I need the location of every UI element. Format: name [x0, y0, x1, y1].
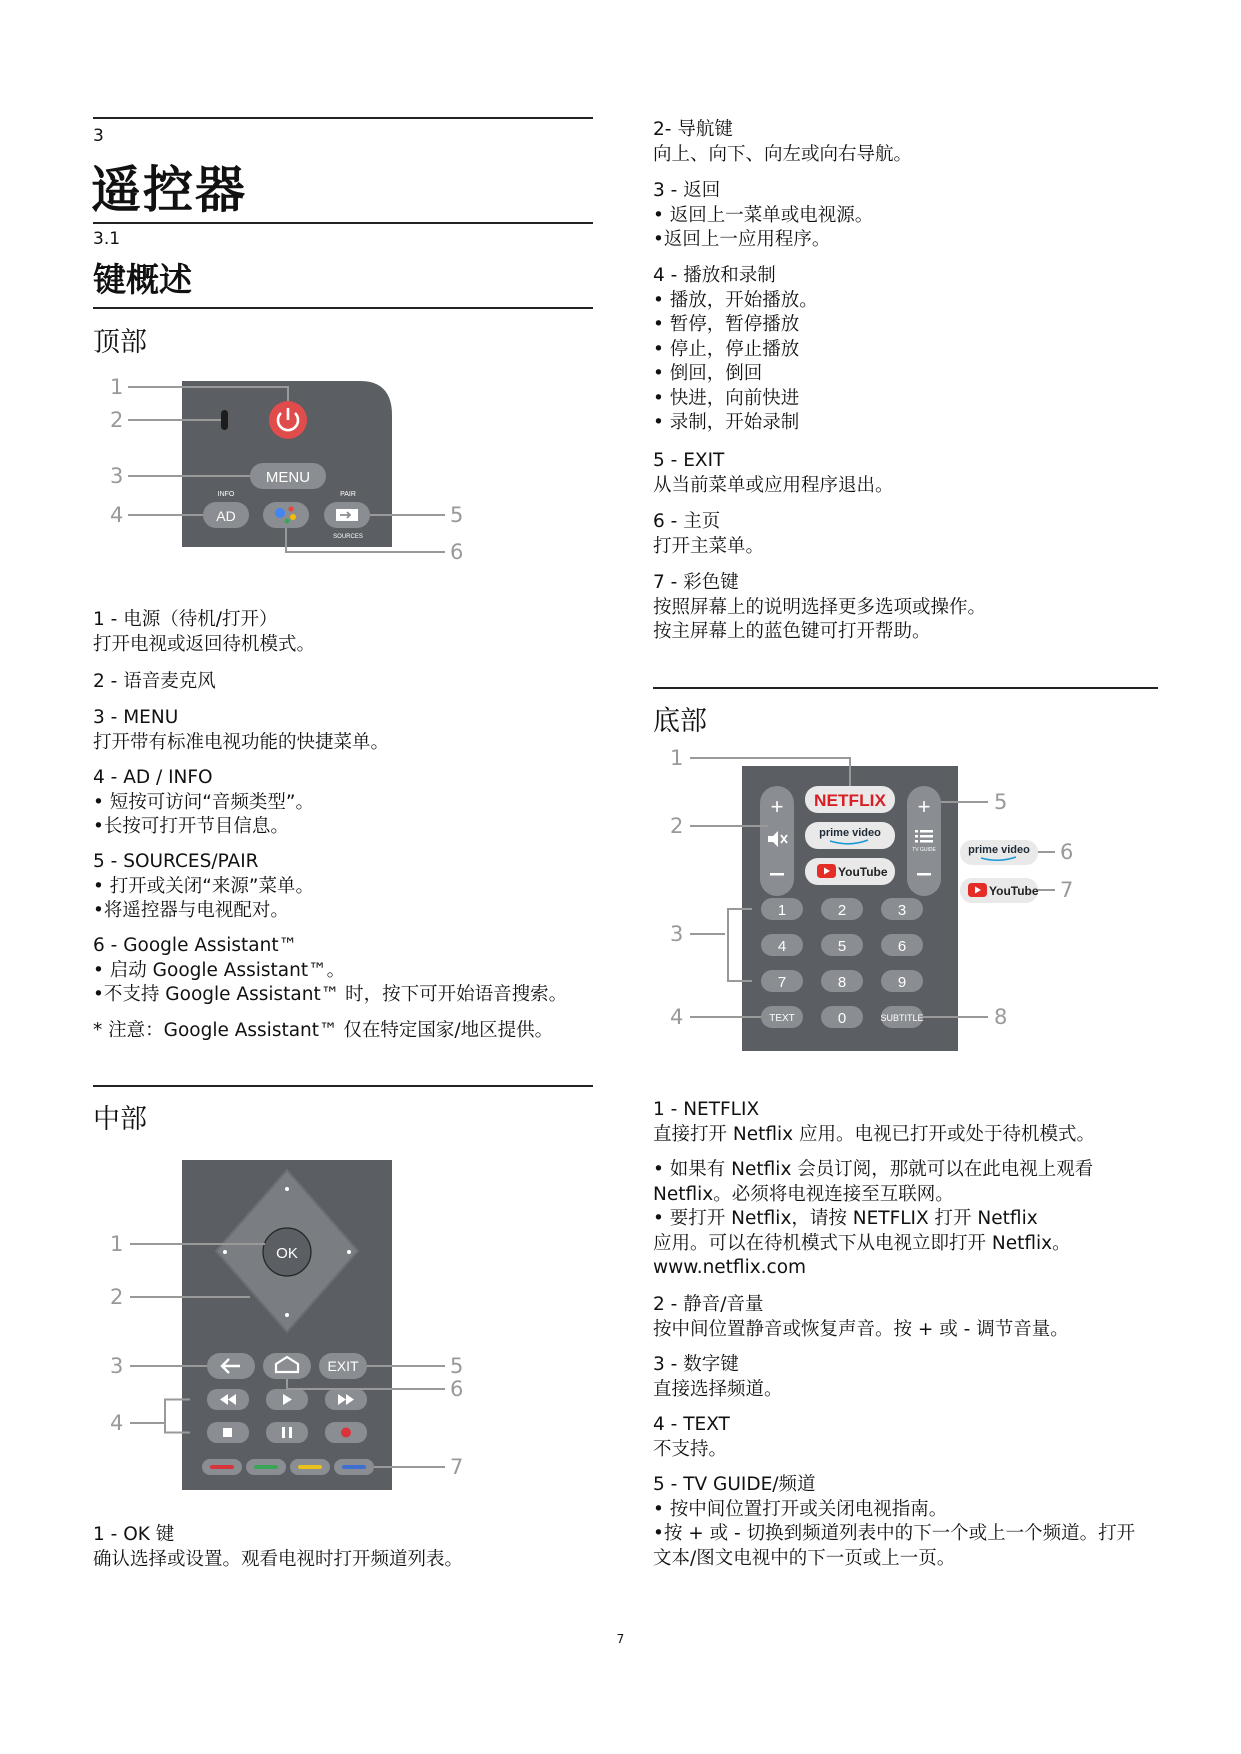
top-item-3-title: 3 - MENU — [93, 707, 179, 728]
middle-item-4-line-3: • 停止，停止播放 — [653, 338, 800, 360]
tv-guide-label: TV GUIDE — [912, 847, 936, 853]
callout-1: 1 — [110, 1232, 124, 1256]
middle-item-6-title: 6 - 主页 — [653, 511, 721, 532]
ad-label: AD — [216, 508, 236, 524]
callout-3: 3 — [670, 922, 684, 946]
bottom-item-1-detail-1: • 如果有 Netflix 会员订阅，那就可以在此电视上观看 — [653, 1159, 1094, 1180]
top-item-4 — [93, 766, 314, 840]
callout-7: 7 — [450, 1455, 464, 1479]
middle-heading: 中部 — [93, 1104, 147, 1135]
callout-2: 2 — [110, 408, 124, 432]
chapter-rule-bottom — [93, 222, 593, 224]
callout-5: 5 — [994, 790, 1008, 814]
sources-label: SOURCES — [333, 534, 363, 540]
digit-4: 4 — [777, 938, 787, 955]
top-item-6 — [93, 934, 567, 1008]
callout-6: 6 — [450, 1377, 464, 1401]
bottom-item-1 — [653, 1098, 1095, 1147]
middle-remote-figure — [110, 1160, 490, 1500]
bottom-item-2-title: 2 - 静音/音量 — [653, 1294, 764, 1315]
svg-text:+: + — [917, 794, 931, 819]
callout-4: 4 — [110, 1411, 124, 1435]
top-item-6-line-2: •不支持 Google Assistant™ 时，按下可开始语音搜索。 — [93, 984, 568, 1005]
callout-1: 1 — [670, 748, 684, 770]
callout-6: 6 — [1060, 840, 1074, 864]
bottom-heading: 底部 — [653, 706, 707, 737]
middle-item-1-line-1: 确认选择或设置。观看电视时打开频道列表。 — [93, 1548, 464, 1570]
bottom-item-4-line-1: 不支持。 — [653, 1438, 728, 1460]
digit-6: 6 — [897, 938, 907, 955]
middle-item-6 — [653, 510, 764, 559]
top-item-4-line-2: •长按可打开节目信息。 — [93, 816, 289, 837]
bottom-item-1-line-1: 直接打开 Netflix 应用。电视已打开或处于待机模式。 — [653, 1123, 1095, 1145]
youtube-logo: YouTube — [838, 865, 888, 879]
bottom-item-1-detail-4: 应用。可以在待机模式下从电视立即打开 Netflix。 — [653, 1232, 1071, 1254]
tv-guide-icon — [915, 830, 933, 843]
middle-item-1 — [93, 1523, 463, 1572]
middle-item-4-line-1: • 播放，开始播放。 — [653, 289, 818, 311]
chapter-title: 遥控器 — [91, 161, 247, 219]
top-note: * 注意：Google Assistant™ 仅在特定国家/地区提供。 — [93, 1020, 554, 1041]
middle-item-7-line-2: 按主屏幕上的蓝色键可打开帮助。 — [653, 621, 931, 642]
middle-item-2 — [653, 118, 912, 167]
ok-label: OK — [276, 1245, 298, 1262]
callout-4: 4 — [670, 1005, 684, 1029]
bottom-item-2-line-1: 按中间位置静音或恢复声音。按 + 或 - 调节音量。 — [653, 1318, 1069, 1340]
bottom-item-3-title: 3 - 数字键 — [653, 1354, 739, 1375]
callout-2: 2 — [110, 1285, 124, 1309]
middle-item-4-title: 4 - 播放和录制 — [653, 265, 776, 286]
top-item-3 — [93, 706, 389, 755]
bottom-item-2 — [653, 1293, 1069, 1342]
callout-8: 8 — [994, 1005, 1008, 1029]
top-item-6-title: 6 - Google Assistant™ — [93, 935, 298, 956]
top-heading: 顶部 — [93, 327, 147, 358]
digit-2: 2 — [837, 902, 847, 919]
digit-7: 7 — [777, 974, 787, 991]
bottom-item-3-line-1: 直接选择频道。 — [653, 1378, 783, 1400]
middle-item-7-title: 7 - 彩色键 — [653, 572, 739, 593]
digit-1: 1 — [777, 902, 787, 919]
chapter-number: 3 — [93, 126, 104, 146]
bottom-item-4-title: 4 - TEXT — [653, 1414, 730, 1435]
bottom-item-4 — [653, 1413, 730, 1462]
top-item-1-line-1: 打开电视或返回待机模式。 — [93, 633, 316, 655]
middle-item-7-line-1: 按照屏幕上的说明选择更多选项或操作。 — [653, 596, 987, 618]
subtitle-label: SUBTITLE — [880, 1013, 924, 1023]
digit-9: 9 — [897, 974, 907, 991]
callout-4: 4 — [110, 503, 124, 527]
middle-rule — [93, 1085, 593, 1087]
bottom-item-1-detail-2: Netflix。必须将电视连接至互联网。 — [653, 1183, 954, 1205]
bottom-item-5 — [653, 1473, 1135, 1571]
pair-label: PAIR — [340, 491, 356, 498]
bottom-item-5-title: 5 - TV GUIDE/频道 — [653, 1474, 816, 1495]
bottom-rule — [653, 687, 1158, 689]
middle-item-5-line-1: 从当前菜单或应用程序退出。 — [653, 474, 894, 496]
callout-5: 5 — [450, 503, 464, 527]
bottom-item-5-line-3: 文本/图文电视中的下一页或上一页。 — [653, 1547, 956, 1569]
middle-item-3-line-2: •返回上一应用程序。 — [653, 229, 831, 250]
yellow-key — [298, 1465, 322, 1469]
red-key — [210, 1465, 234, 1469]
middle-item-6-line-1: 打开主菜单。 — [653, 535, 765, 557]
digit-3: 3 — [897, 902, 907, 919]
bottom-remote-figure — [670, 748, 1100, 1058]
prime-video-logo: prime video — [819, 827, 881, 839]
sources-icon — [336, 509, 358, 521]
callout-3: 3 — [110, 1354, 124, 1378]
middle-item-5-title: 5 - EXIT — [653, 450, 725, 471]
section-number: 3.1 — [93, 229, 121, 249]
digit-5: 5 — [837, 938, 847, 955]
middle-item-4-line-6: • 录制，开始录制 — [653, 412, 800, 433]
bottom-item-1-title: 1 - NETFLIX — [653, 1099, 760, 1120]
callout-3: 3 — [110, 464, 124, 488]
section-rule — [93, 307, 593, 309]
top-item-5-title: 5 - SOURCES/PAIR — [93, 851, 259, 872]
section-title: 键概述 — [93, 260, 192, 299]
top-item-4-title: 4 - AD / INFO — [93, 767, 213, 788]
bottom-item-1-detail-3: • 要打开 Netflix，请按 NETFLIX 打开 Netflix — [653, 1208, 1038, 1229]
middle-item-3 — [653, 179, 873, 253]
middle-item-4 — [653, 264, 818, 436]
middle-item-2-title: 2- 导航键 — [653, 119, 733, 140]
top-item-4-line-1: • 短按可访问“音频类型”。 — [93, 791, 314, 813]
chapter-rule-top — [93, 117, 593, 119]
middle-item-3-line-1: • 返回上一菜单或电视源。 — [653, 204, 874, 226]
netflix-logo: NETFLIX — [814, 791, 887, 810]
top-item-5-line-2: •将遥控器与电视配对。 — [93, 900, 289, 921]
middle-item-4-line-5: • 快进，向前快进 — [653, 387, 800, 409]
middle-item-1-title: 1 - OK 键 — [93, 1524, 175, 1545]
text-label: TEXT — [769, 1013, 795, 1024]
blue-key — [342, 1465, 366, 1469]
top-item-6-line-1: • 启动 Google Assistant™。 — [93, 959, 346, 981]
callout-5: 5 — [450, 1354, 464, 1378]
record-icon — [341, 1428, 351, 1438]
callout-1: 1 — [110, 375, 124, 399]
callout-7: 7 — [1060, 878, 1074, 902]
middle-item-5 — [653, 449, 894, 498]
top-item-1-title: 1 - 电源（待机/打开） — [93, 609, 278, 630]
middle-item-4-line-2: • 暂停，暂停播放 — [653, 314, 800, 335]
callout-6: 6 — [450, 540, 464, 564]
top-item-1 — [93, 608, 315, 657]
middle-item-7 — [653, 571, 986, 645]
menu-label: MENU — [265, 469, 311, 486]
exit-label: EXIT — [327, 1358, 359, 1374]
middle-item-2-line-1: 向上、向下、向左或向右导航。 — [653, 143, 913, 165]
callout-2: 2 — [670, 814, 684, 838]
top-item-5-line-1: • 打开或关闭“来源”菜单。 — [93, 875, 314, 897]
middle-item-3-title: 3 - 返回 — [653, 180, 721, 201]
top-remote-figure — [110, 375, 490, 575]
bottom-item-1-details — [653, 1158, 1093, 1281]
middle-item-4-line-4: • 倒回，倒回 — [653, 363, 763, 384]
youtube-button-logo: YouTube — [989, 884, 1039, 898]
bottom-item-5-line-1: • 按中间位置打开或关闭电视指南。 — [653, 1498, 948, 1520]
top-item-2 — [93, 670, 216, 695]
green-key — [254, 1465, 278, 1469]
netflix-url: www.netflix.com — [653, 1257, 807, 1278]
digit-0: 0 — [837, 1010, 847, 1027]
top-item-2-title: 2 - 语音麦克风 — [93, 671, 216, 692]
stop-icon — [223, 1428, 232, 1437]
top-item-5 — [93, 850, 314, 924]
top-item-3-line-1: 打开带有标准电视功能的快捷菜单。 — [93, 731, 390, 753]
digit-8: 8 — [837, 974, 847, 991]
page-number: 7 — [616, 1632, 625, 1646]
bottom-item-3 — [653, 1353, 783, 1402]
svg-text:+: + — [770, 794, 784, 819]
info-label: INFO — [217, 491, 235, 498]
bottom-item-5-line-2: •按 + 或 - 切换到频道列表中的下一个或上一个频道。打开 — [653, 1523, 1136, 1544]
prime-video-button-logo: prime video — [968, 844, 1030, 856]
microphone-icon — [221, 410, 228, 430]
